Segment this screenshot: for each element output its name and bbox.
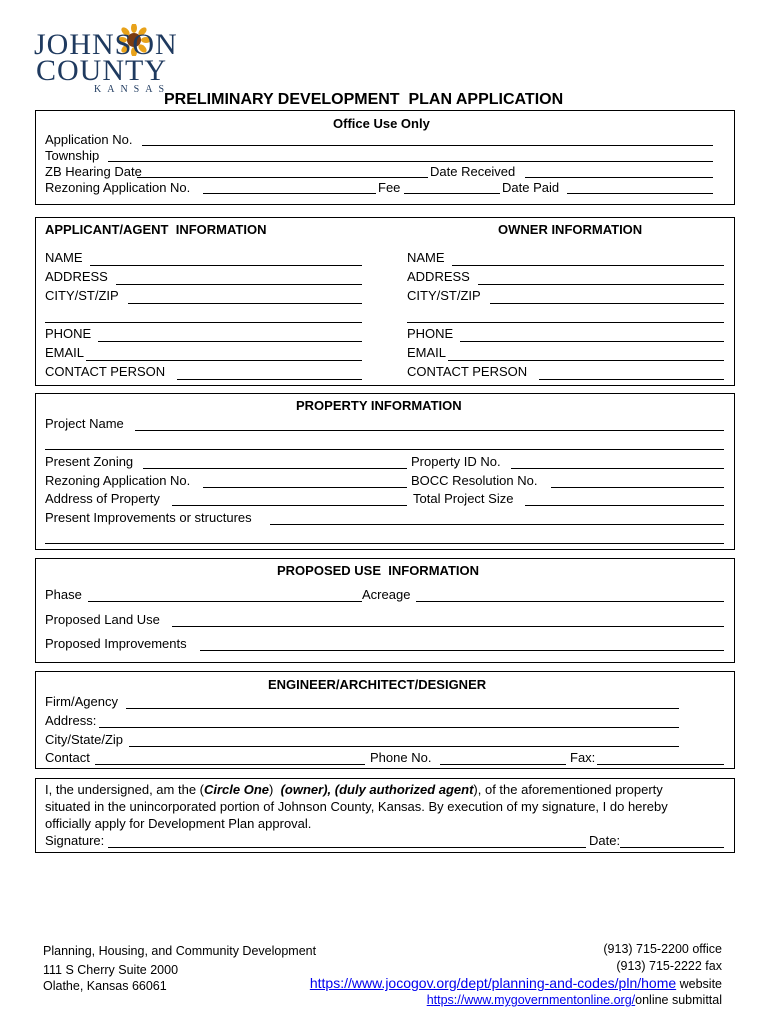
township-row: [45, 148, 99, 164]
project-name-label: Project Name: [45, 416, 124, 431]
submittal-label: online submittal: [635, 993, 722, 1007]
rezoning-office-label: Rezoning Application No.: [45, 180, 191, 195]
applicant-contact-field[interactable]: [177, 379, 362, 380]
cert-text-c: ), of the aforementioned property: [473, 782, 663, 797]
owner-name-field[interactable]: [452, 265, 724, 266]
fee-label: Fee: [378, 180, 401, 195]
proposed-improvements-field[interactable]: [200, 650, 724, 651]
engineer-phone-field[interactable]: [440, 764, 566, 765]
applicant-address-field[interactable]: [116, 284, 362, 285]
applicant-phone-label: PHONE: [45, 326, 92, 341]
rezoning-property-field[interactable]: [203, 487, 407, 488]
township-label: Township: [45, 148, 100, 163]
present-improvements-field[interactable]: [270, 524, 724, 525]
applicant-address-label: ADDRESS: [45, 269, 108, 284]
zb-hearing-row: [45, 164, 142, 180]
applicant-contact-label: CONTACT PERSON: [45, 364, 166, 379]
property-heading: PROPERTY INFORMATION: [296, 398, 462, 413]
bocc-resolution-field[interactable]: [551, 487, 724, 488]
engineer-fax-field[interactable]: [597, 764, 724, 765]
fee-field[interactable]: [404, 193, 500, 194]
logo-line-county: COUNTY: [36, 54, 167, 87]
applicant-phone-field[interactable]: [98, 341, 362, 342]
date-received-label: Date Received: [430, 164, 516, 179]
phase-label: Phase: [45, 587, 82, 602]
zb-hearing-field[interactable]: [137, 177, 428, 178]
footer-submittal-row: [427, 992, 722, 1008]
total-project-size-label: Total Project Size: [413, 491, 514, 506]
present-improvements-field-2[interactable]: [45, 543, 724, 544]
engineer-city-field[interactable]: [129, 746, 679, 747]
applicant-name-label: NAME: [45, 250, 83, 265]
owner-address-label: ADDRESS: [407, 269, 470, 284]
proposed-land-use-field[interactable]: [172, 626, 724, 627]
applicant-email-label: EMAIL: [45, 345, 85, 360]
zb-hearing-label: ZB Hearing Date: [45, 164, 142, 179]
applicant-city-field-2[interactable]: [45, 322, 362, 323]
proposed-land-use-label: Proposed Land Use: [45, 612, 160, 627]
circle-one-label: Circle One: [203, 782, 270, 797]
bocc-resolution-label: BOCC Resolution No.: [411, 473, 538, 488]
applicant-city-field[interactable]: [128, 303, 362, 304]
engineer-phone-label: Phone No.: [370, 750, 432, 765]
footer-dept: Planning, Housing, and Community Development: [43, 944, 317, 958]
property-section: [35, 393, 735, 550]
property-id-field[interactable]: [511, 468, 724, 469]
application-no-label: Application No.: [45, 132, 133, 147]
owner-phone-field[interactable]: [460, 341, 724, 342]
footer-website-row: [310, 975, 722, 992]
logo-line-kansas: KANSAS: [94, 84, 171, 95]
rezoning-property-label: Rezoning Application No.: [45, 473, 191, 488]
proposed-use-heading: PROPOSED USE INFORMATION: [277, 563, 479, 578]
firm-agency-field[interactable]: [126, 708, 679, 709]
owner-contact-label: CONTACT PERSON: [407, 364, 528, 379]
owner-city-field[interactable]: [490, 303, 724, 304]
owner-name-label: NAME: [407, 250, 445, 265]
signature-date-label: Date:: [589, 833, 621, 848]
applicant-name-field[interactable]: [90, 265, 362, 266]
owner-city-field-2[interactable]: [407, 322, 724, 323]
applicant-city-label: CITY/ST/ZIP: [45, 288, 119, 303]
acreage-label: Acreage: [362, 587, 411, 602]
project-name-field[interactable]: [135, 430, 724, 431]
property-address-label: Address of Property: [45, 491, 160, 506]
applicant-heading: APPLICANT/AGENT INFORMATION: [45, 222, 267, 237]
footer-city: Olathe, Kansas 66061: [43, 979, 167, 993]
acreage-field[interactable]: [416, 601, 724, 602]
page-title: PRELIMINARY DEVELOPMENT PLAN APPLICATION: [164, 91, 564, 108]
engineer-address-field[interactable]: [99, 727, 679, 728]
website-link[interactable]: https://www.jocogov.org/dept/planning-and-codes/pln/home: [309, 975, 677, 991]
engineer-contact-field[interactable]: [95, 764, 365, 765]
date-paid-label: Date Paid: [502, 180, 560, 195]
proposed-improvements-label: Proposed Improvements: [45, 636, 187, 651]
date-paid-field[interactable]: [567, 193, 713, 194]
project-name-field-2[interactable]: [45, 449, 724, 450]
owner-agent-options[interactable]: (owner), (duly authorized agent: [280, 782, 474, 797]
property-id-label: Property ID No.: [411, 454, 501, 469]
signature-field[interactable]: [108, 847, 586, 848]
township-field[interactable]: [108, 161, 713, 162]
firm-agency-label: Firm/Agency: [45, 694, 118, 709]
phase-field[interactable]: [88, 601, 362, 602]
office-use-heading: Office Use Only: [333, 116, 430, 131]
date-received-field[interactable]: [525, 177, 713, 178]
footer-street: 111 S Cherry Suite 2000: [43, 963, 179, 977]
present-zoning-label: Present Zoning: [45, 454, 134, 469]
rezoning-office-field[interactable]: [203, 193, 376, 194]
county-logo: [30, 22, 180, 102]
engineer-heading: ENGINEER/ARCHITECT/DESIGNER: [268, 677, 487, 692]
cert-text-b: ): [269, 782, 281, 797]
total-project-size-field[interactable]: [525, 505, 724, 506]
owner-email-field[interactable]: [448, 360, 724, 361]
application-no-row: [45, 132, 132, 148]
cert-text-a: I, the undersigned, am the (: [45, 782, 204, 797]
engineer-city-label: City/State/Zip: [45, 732, 124, 747]
footer-office-phone: (913) 715-2200 office: [603, 942, 722, 956]
signature-label: Signature:: [45, 833, 105, 848]
owner-email-label: EMAIL: [407, 345, 447, 360]
application-no-field[interactable]: [142, 145, 713, 146]
property-address-field[interactable]: [172, 505, 407, 506]
website-label: website: [676, 977, 722, 991]
present-zoning-field[interactable]: [143, 468, 407, 469]
signature-date-field[interactable]: [620, 847, 724, 848]
certification-line-2: situated in the unincorporated portion of Johnson County, Kansas. By execution of my signature, I do hereby: [45, 799, 668, 814]
engineer-contact-label: Contact: [45, 750, 90, 765]
owner-contact-field[interactable]: [539, 379, 724, 380]
present-improvements-label: Present Improvements or structures: [45, 510, 252, 525]
owner-address-field[interactable]: [478, 284, 724, 285]
submittal-link[interactable]: https://www.mygovernmentonline.org/: [426, 993, 636, 1007]
footer-fax: (913) 715-2222 fax: [616, 959, 722, 973]
certification-line-1: [45, 782, 663, 798]
logo-line-johnson: JOHNSON: [34, 28, 178, 61]
owner-phone-label: PHONE: [407, 326, 454, 341]
owner-city-label: CITY/ST/ZIP: [407, 288, 481, 303]
engineer-address-label: Address:: [45, 713, 97, 728]
owner-heading: OWNER INFORMATION: [498, 222, 643, 237]
certification-line-3: officially apply for Development Plan approval.: [45, 816, 312, 831]
engineer-fax-label: Fax:: [570, 750, 596, 765]
applicant-email-field[interactable]: [86, 360, 362, 361]
